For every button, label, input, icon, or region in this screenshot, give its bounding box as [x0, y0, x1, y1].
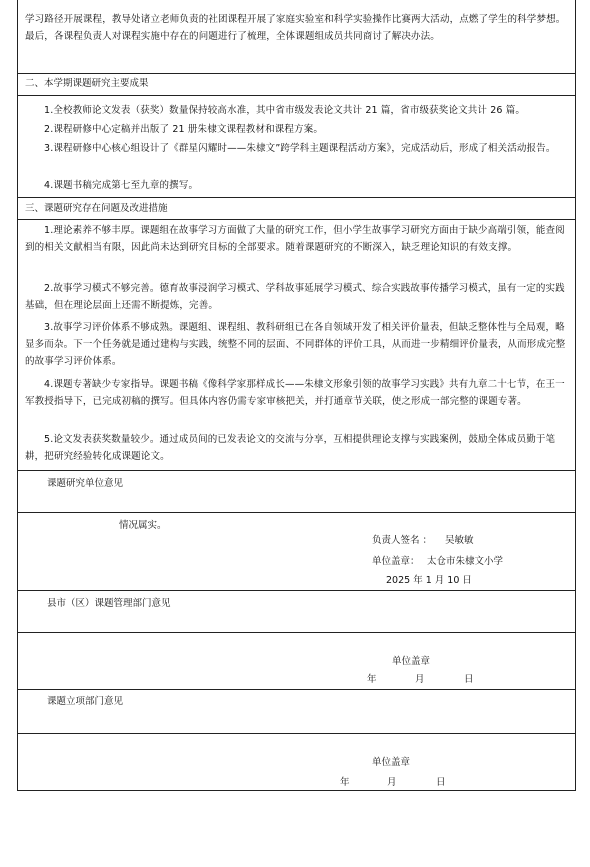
opinion-statement: 情况属实。	[119, 520, 167, 531]
county-opinion-label: 县市（区）课题管理部门意见	[47, 598, 171, 609]
achievements-heading: 二、本学期课题研究主要成果	[25, 78, 149, 89]
unit-opinion-section	[17, 513, 576, 591]
problem-item-5: 5.论文发表获奖数量较少。通过成员间的已发表论文的交流与分享，互相提供理论支撑与实践案例，鼓励全体成员勤于笔耕，把研究经验转化成课题论文。	[25, 434, 556, 463]
problems-section	[17, 220, 576, 471]
achievement-item-2: 2.课程研修中心定稿并出版了 21 册朱棣文课程教材和课程方案。	[44, 124, 323, 135]
county-opinion-label-row	[17, 591, 576, 633]
achievements-section	[17, 96, 576, 198]
opinion-date: 2025 年 1 月 10 日	[386, 575, 472, 586]
problems-heading: 三、课题研究存在问题及改进措施	[25, 203, 168, 214]
approval-opinion-section	[17, 734, 576, 791]
achievement-item-1: 1.全校教师论文发表（获奖）数量保持较高水准，其中省市级发表论文共计 21 篇，省市级获奖论文共计 26 篇。	[44, 105, 526, 116]
intro-paragraph: 学习路径开展课程，教导处诸立老师负责的社团课程开展了家庭实验室和科学实验操作比赛两大活动，点燃了学生的科学梦想。最后，各课程负责人对课程实施中存在的问题进行了梳理，全体课题组成员共同商讨了解决办法。	[25, 14, 566, 43]
achievements-heading-row	[17, 74, 576, 96]
leader-signature-label: 负责人签名 ：	[372, 535, 433, 546]
county-date-day: 日	[464, 674, 474, 685]
unit-opinion-label-row	[17, 471, 576, 513]
approval-date-month: 月	[387, 777, 397, 788]
problems-heading-row	[17, 198, 576, 220]
county-seal-label: 单位盖章	[392, 656, 431, 667]
problem-item-2: 2.故事学习模式不够完善。德育故事浸润学习模式、学科故事延展学习模式、综合实践故事传播学习模式，虽有一定的实践基础，但在理论层面上还需不断提炼，完善。	[25, 283, 565, 312]
county-date-month: 月	[415, 674, 425, 685]
approval-date-year: 年	[340, 777, 350, 788]
report-form	[17, 0, 576, 790]
intro-section	[17, 0, 576, 74]
unit-seal-label: 单位盖章：	[372, 556, 420, 567]
county-opinion-section	[17, 633, 576, 690]
achievement-item-4: 4.课题书稿完成第七至九章的撰写。	[44, 180, 199, 191]
approval-seal-label: 单位盖章	[372, 757, 411, 768]
approval-date-day: 日	[436, 777, 446, 788]
approval-opinion-label: 课题立项部门意见	[47, 696, 124, 707]
county-date-year: 年	[367, 674, 377, 685]
unit-seal-name: 太仓市朱棣文小学	[427, 556, 504, 567]
problem-item-4: 4.课题专著缺少专家指导。课题书稿《像科学家那样成长——朱棣文形象引领的故事学习实践》共有九章二十七节，在王一军教授指导下，已完成初稿的撰写。但具体内容仍需专家审核把关，并打通章节关联，使之形成一部完整的课题专著。	[25, 379, 565, 408]
problem-item-1: 1.理论素养不够丰厚。课题组在故事学习方面做了大量的研究工作，但小学生故事学习研究方面由于缺少高端引领，能查阅到的相关文献相当有限，因此尚未达到研究目标的全部要求。随着课题研究的不断深入，缺乏理论知识的有效支撑。	[25, 225, 565, 254]
unit-opinion-label: 课题研究单位意见	[47, 478, 124, 489]
leader-signature-name: 吴敏敏	[445, 535, 474, 546]
achievement-item-3: 3.课程研修中心核心组设计了《群星闪耀时——朱棣文”跨学科主题课程活动方案》，完成活动后，形成了相关活动报告。	[44, 143, 556, 154]
approval-opinion-label-row	[17, 690, 576, 734]
problem-item-3: 3.故事学习评价体系不够成熟。课题组、课程组、教科研组已在各自领域开发了相关评价量表，但缺乏整体性与全局观，略显多而杂。下一个任务就是通过建构与实践，统整不同的层面、不同群体的评价工具，从而进一步精细评价量表，从而形成完整的故事学习评价体系。	[25, 322, 566, 368]
